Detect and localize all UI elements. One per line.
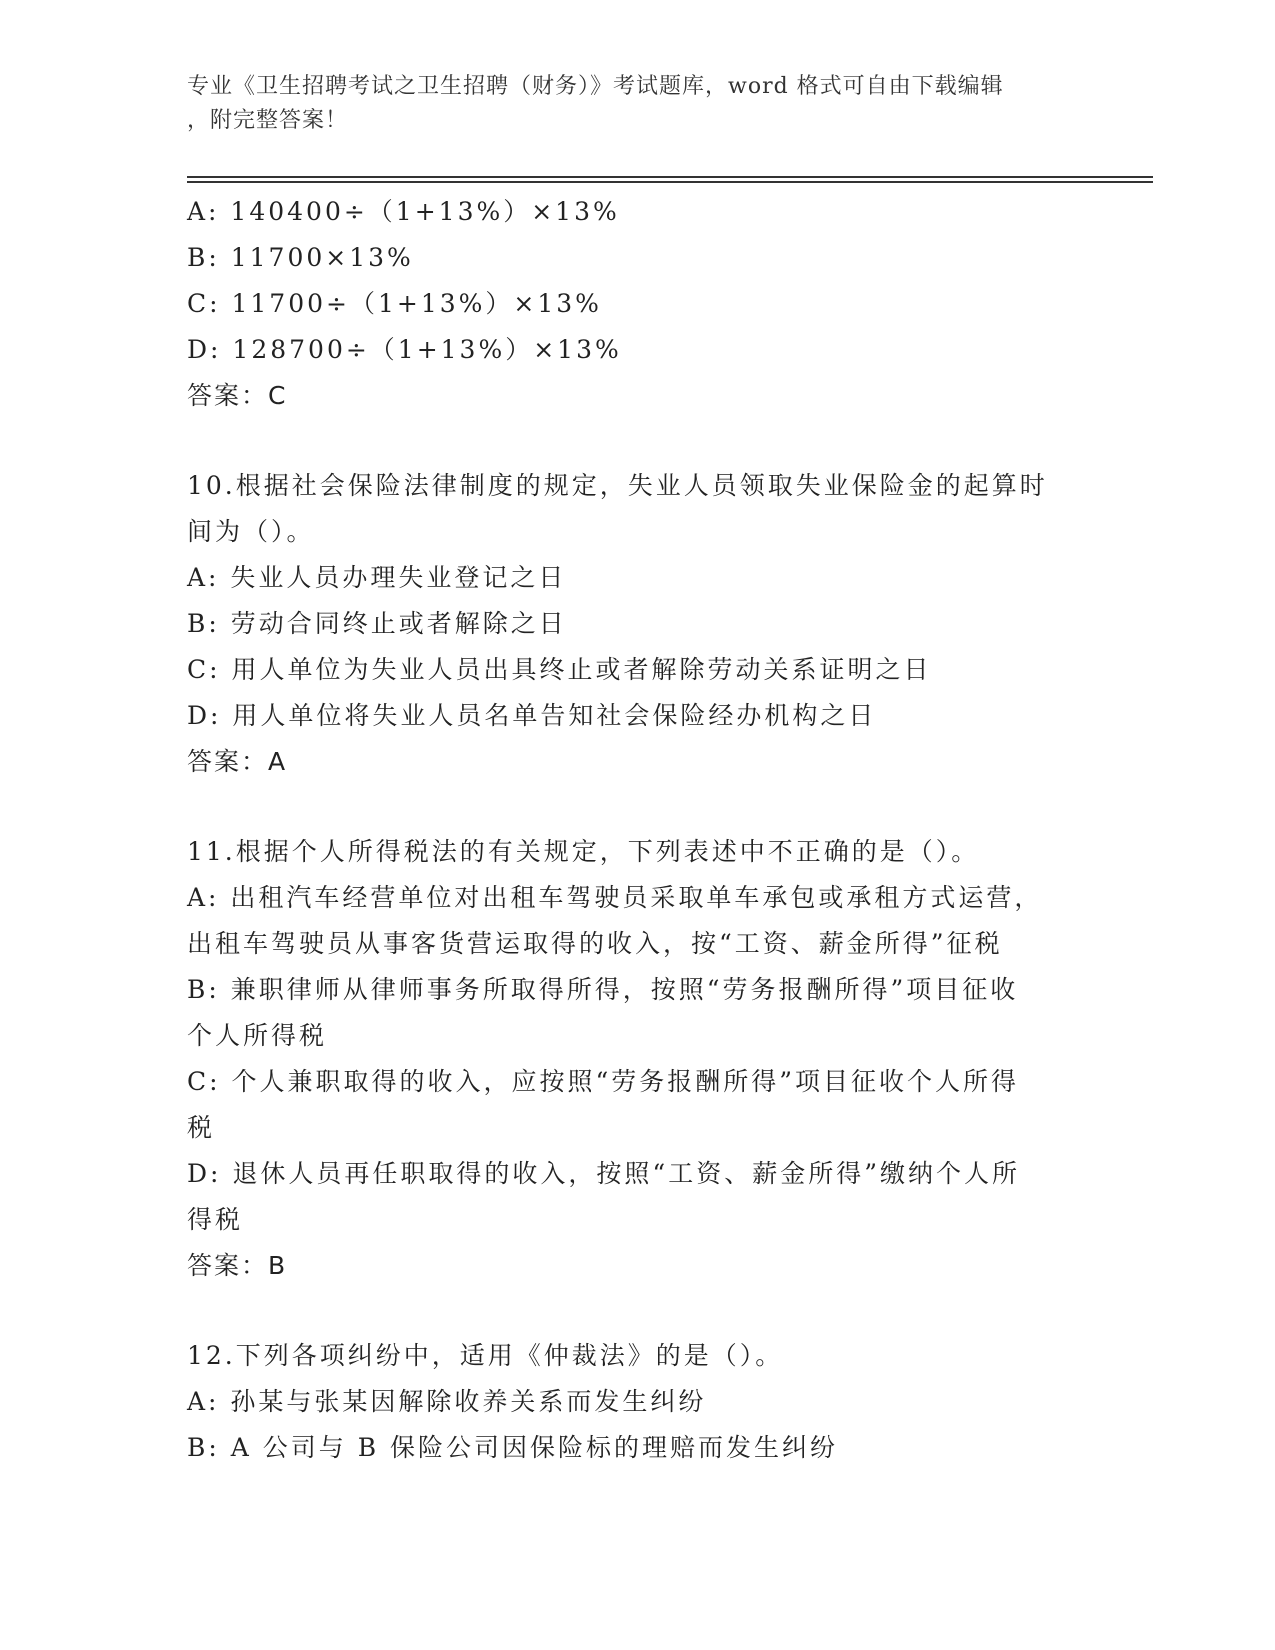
option-b: B: 兼职律师从律师事务所取得所得，按照“劳务报酬所得”项目征收 — [187, 975, 1019, 1004]
option-d: D: 退休人员再任职取得的收入，按照“工资、薪金所得”缴纳个人所 — [187, 1159, 1020, 1188]
question-12 — [187, 1333, 1077, 1471]
question-stem-continued: 间为（）。 — [187, 517, 315, 546]
option-b: B: A 公司与 B 保险公司因保险标的理赔而发生纠纷 — [187, 1433, 839, 1462]
spacer — [187, 1289, 1077, 1333]
option-c: C: 用人单位为失业人员出具终止或者解除劳动关系证明之日 — [187, 655, 932, 684]
question-9 — [187, 189, 1077, 419]
document-header — [187, 70, 1067, 138]
header-line-1: 专业《卫生招聘考试之卫生招聘（财务）》考试题库，word 格式可自由下载编辑 — [187, 74, 1004, 99]
answer: 答案：A — [187, 747, 288, 776]
option-a: A: 140400÷（1+13%）×13% — [187, 197, 620, 226]
spacer — [187, 419, 1077, 463]
option-b: B: 劳动合同终止或者解除之日 — [187, 609, 567, 638]
option-a: A: 出租汽车经营单位对出租车驾驶员采取单车承包或承租方式运营， — [187, 883, 1043, 912]
answer: 答案：C — [187, 381, 288, 410]
question-content — [187, 189, 1077, 1471]
option-d: D: 128700÷（1+13%）×13% — [187, 335, 622, 364]
option-d-continued: 得税 — [187, 1205, 244, 1234]
question-stem: 10.根据社会保险法律制度的规定，失业人员领取失业保险金的起算时 — [187, 471, 1048, 500]
option-c: C: 个人兼职取得的收入，应按照“劳务报酬所得”项目征收个人所得 — [187, 1067, 1020, 1096]
header-divider-bottom — [187, 181, 1153, 183]
spacer — [187, 785, 1077, 829]
question-10 — [187, 463, 1077, 785]
question-11 — [187, 829, 1077, 1289]
option-c-continued: 税 — [187, 1113, 216, 1142]
option-d: D: 用人单位将失业人员名单告知社会保险经办机构之日 — [187, 701, 877, 730]
option-a: A: 失业人员办理失业登记之日 — [187, 563, 567, 592]
option-c: C: 11700÷（1+13%）×13% — [187, 289, 602, 318]
header-divider-top — [187, 176, 1153, 178]
question-stem: 12.下列各项纠纷中，适用《仲裁法》的是（）。 — [187, 1341, 784, 1370]
answer: 答案：B — [187, 1251, 288, 1280]
option-b-continued: 个人所得税 — [187, 1021, 328, 1050]
option-a-continued: 出租车驾驶员从事客货营运取得的收入，按“工资、薪金所得”征税 — [187, 929, 1003, 958]
question-stem: 11.根据个人所得税法的有关规定，下列表述中不正确的是（）。 — [187, 837, 980, 866]
option-a: A: 孙某与张某因解除收养关系而发生纠纷 — [187, 1387, 707, 1416]
option-b: B: 11700×13% — [187, 243, 414, 272]
header-line-2: ，附完整答案！ — [187, 108, 349, 133]
